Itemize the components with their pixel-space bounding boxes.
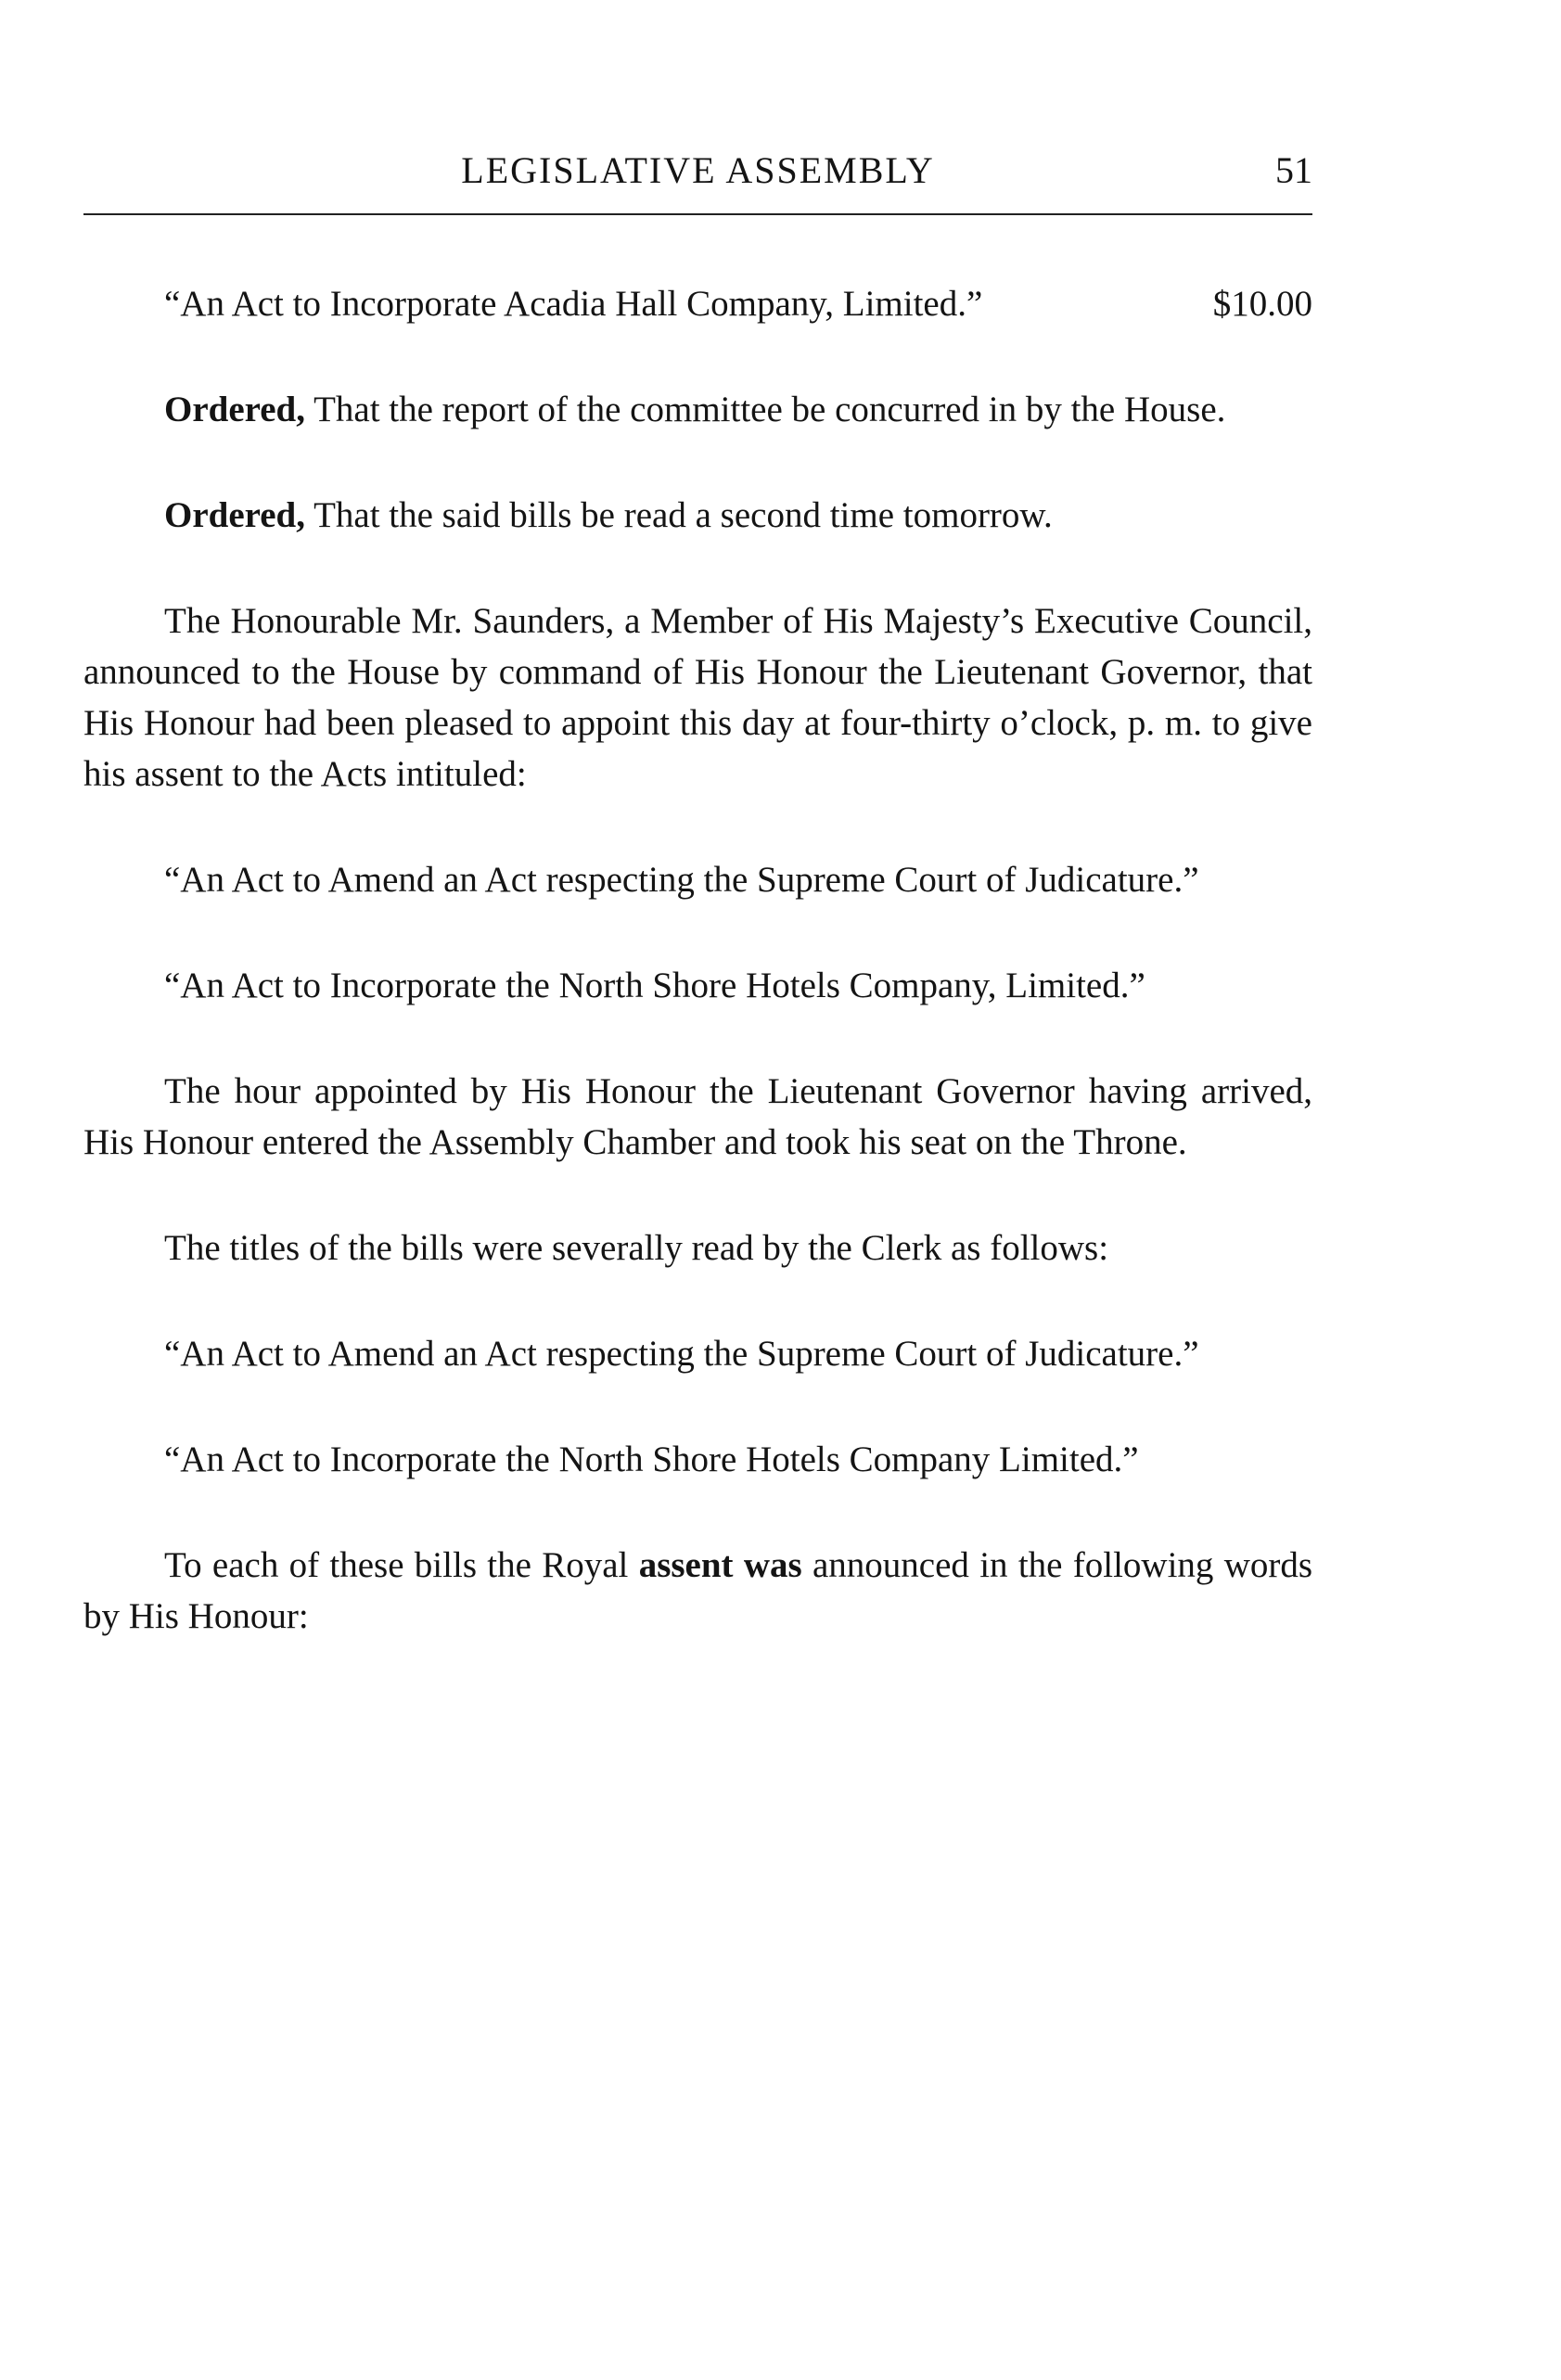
bill-title-acadia: “An Act to Incorporate Acadia Hall Company, Limited.” <box>164 284 983 324</box>
ordered-text: That the report of the committee be concurred in by the House. <box>313 390 1226 429</box>
page-header <box>83 148 1312 213</box>
paragraph-saunders-announcement: The Honourable Mr. Saunders, a Member of His Majesty’s Executive Council, announced to the House by command of His Honour the Lieutenant Governor, that His Honour had been pleased to appoint this day at four-thirty o’clock, p. m. to give his assent to the Acts intituled: <box>83 601 1312 794</box>
document-page <box>83 0 1312 2380</box>
fee-amount: $10.00 <box>1212 284 1312 324</box>
paragraph-ordered-concur <box>83 384 1312 435</box>
paragraph-bill-supreme-court-2: “An Act to Amend an Act respecting the Supreme Court of Judicature.” <box>164 1334 1199 1374</box>
ordered-lead: Ordered, <box>164 390 306 429</box>
header-rule <box>83 213 1312 215</box>
paragraph-bill-north-shore: “An Act to Incorporate the North Shore Hotels Company, Limited.” <box>164 966 1145 1005</box>
paragraph-ordered-second-reading <box>83 490 1312 541</box>
paragraph-bill-supreme-court: “An Act to Amend an Act respecting the Supreme Court of Judicature.” <box>164 860 1199 900</box>
royal-assent-text-2: announced in the following words by His Honour: <box>83 1545 1313 1636</box>
page-number: 51 <box>1275 149 1312 191</box>
ordered-text: That the said bills be read a second time tomorrow. <box>313 495 1053 535</box>
paragraph-royal-assent <box>83 1540 1312 1642</box>
paragraph-bill-north-shore-2: “An Act to Incorporate the North Shore Hotels Company Limited.” <box>164 1440 1139 1479</box>
ordered-lead: Ordered, <box>164 495 306 535</box>
royal-assent-bold: assent was <box>638 1545 802 1585</box>
royal-assent-text-1: To each of these bills the Royal <box>164 1545 629 1585</box>
paragraph-governor-arrival: The hour appointed by His Honour the Lieutenant Governor having arrived, His Honour entered the Assembly Chamber and took his seat on the Throne. <box>83 1071 1312 1162</box>
running-head: LEGISLATIVE ASSEMBLY <box>461 149 935 191</box>
paragraph-bill-acadia <box>83 278 1312 329</box>
paragraph-titles-read: The titles of the bills were severally read by the Clerk as follows: <box>164 1228 1109 1268</box>
body-text <box>83 278 1312 1696</box>
